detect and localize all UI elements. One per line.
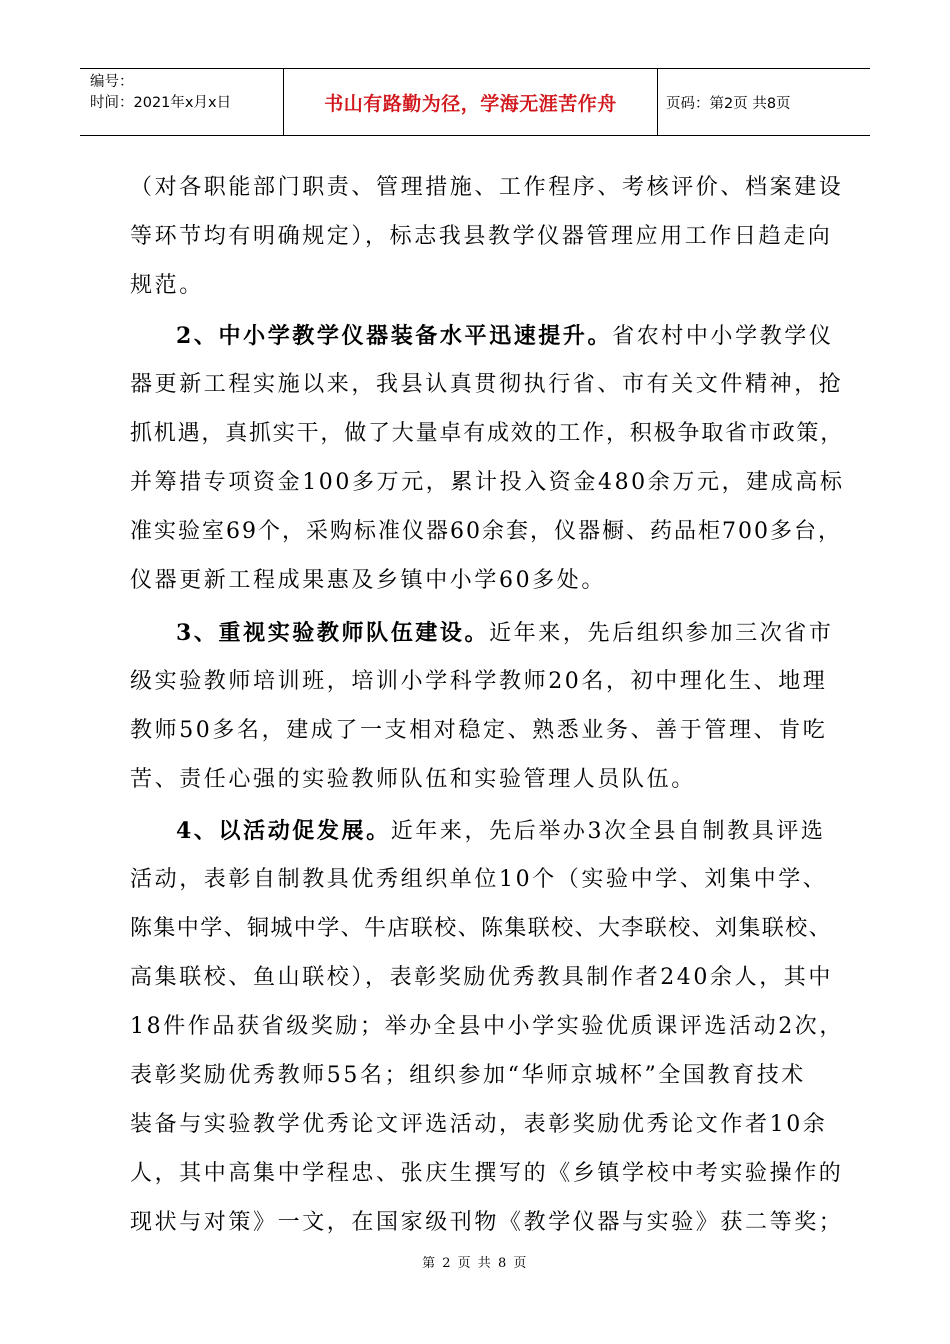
paragraph-3-line: 教师50多名，建成了一支相对稳定、熟悉业务、善于管理、肯吃: [130, 718, 828, 743]
header-motto: 书山有路勤为径，学海无涯苦作舟: [284, 69, 658, 135]
paragraph-4-line: 活动，表彰自制教具优秀组织单位10个（实验中学、刘集中学、: [130, 867, 828, 892]
paragraph-3-line: 级实验教师培训班，培训小学科学教师20名，初中理化生、地理: [130, 669, 828, 694]
paragraph-1-line: （对各职能部门职责、管理措施、工作程序、考核评价、档案建设: [130, 175, 844, 200]
paragraph-4-line: 装备与实验教学优秀论文评选活动，表彰奖励优秀论文作者10余: [130, 1112, 828, 1137]
paragraph-2-line: 仪器更新工程成果惠及乡镇中小学60多处。: [130, 568, 606, 593]
paragraph-4-heading: 4、以活动促发展。: [176, 818, 391, 844]
paragraph-2-text: 省农村中小学教学仪: [612, 324, 834, 349]
paragraph-3-heading: 3、重视实验教师队伍建设。: [176, 620, 490, 646]
paragraph-4-line: 表彰奖励优秀教师55名；组织参加“华师京城杯”全国教育技术: [130, 1063, 806, 1088]
paragraph-4-line: 高集联校、鱼山联校），表彰奖励优秀教具制作者240余人，其中: [130, 965, 833, 990]
paragraph-4-line: 18件作品获省级奖励；举办全县中小学实验优质课评选活动2次，: [130, 1014, 844, 1039]
paragraph-4-line: [176, 806, 826, 856]
paragraph-1-line: 规范。: [130, 273, 204, 298]
document-number: 编号：: [90, 74, 134, 90]
paragraph-4-line: 现状与对策》一文，在国家级刊物《教学仪器与实验》获二等奖；: [130, 1210, 844, 1235]
header-page-code: 页码：第2页 共8页: [666, 95, 791, 112]
paragraph-3-text: 近年来，先后组织参加三次省市: [489, 621, 834, 646]
paragraph-2-line: 抓机遇，真抓实干，做了大量卓有成效的工作，积极争取省市政策，: [130, 421, 845, 446]
paragraph-2-line: 准实验室69个，采购标准仪器60余套，仪器橱、药品柜700多台，: [130, 519, 842, 544]
page-footer: 第 2 页 共 8 页: [422, 1256, 528, 1271]
paragraph-2-line: 器更新工程实施以来，我县认真贯彻执行省、市有关文件精神，抢: [130, 372, 844, 397]
paragraph-1-line: 等环节均有明确规定），标志我县教学仪器管理应用工作日趋走向: [130, 224, 833, 249]
paragraph-4-text: 近年来，先后举办3次全县自制教具评选: [390, 819, 826, 844]
paragraph-3-line: [176, 608, 834, 658]
paragraph-3-line: 苦、责任心强的实验教师队伍和实验管理人员队伍。: [130, 767, 696, 792]
document-date: 时间：2021年x月x日: [90, 95, 232, 111]
paragraph-2-heading: 2、中小学教学仪器装备水平迅速提升。: [176, 323, 613, 349]
paragraph-2-line: 并筹措专项资金100多万元，累计投入资金480余万元，建成高标: [130, 470, 845, 495]
paragraph-4-line: 人，其中高集中学程忠、张庆生撰写的《乡镇学校中考实验操作的: [130, 1161, 844, 1186]
paragraph-2-line: [176, 311, 834, 361]
paragraph-4-line: 陈集中学、铜城中学、牛店联校、陈集联校、大李联校、刘集联校、: [130, 916, 833, 941]
